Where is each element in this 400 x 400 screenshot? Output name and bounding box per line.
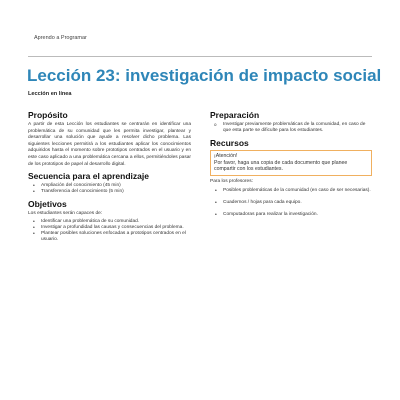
sequence-heading: Secuencia para el aprendizaje: [28, 171, 149, 182]
list-item: • Posibles problemáticas de la comunidad (en caso de ser necesarias).: [223, 188, 372, 194]
objectives-intro: Los estudiantes serán capaces de:: [28, 211, 103, 217]
list-item: • Computadoras para realizar la investigación.: [223, 212, 372, 218]
lesson-mode: Lección en línea: [28, 91, 72, 97]
list-item: • Investigar a profundidad las causas y consecuencias del problema.: [41, 225, 191, 231]
header-brand: Aprendo a Programar: [34, 35, 87, 41]
list-item: • Transferencia del conocimiento (5 min): [41, 189, 191, 195]
for-teachers-label: Para los profesores:: [210, 178, 253, 184]
resources-list: [210, 188, 372, 218]
objectives-list: [28, 219, 191, 243]
sequence-list: [28, 183, 191, 195]
purpose-heading: Propósito: [28, 110, 68, 120]
list-item: • Ampliación del conocimiento (45 min): [41, 183, 191, 189]
attention-notice: [210, 150, 372, 176]
purpose-text: A partir de esta Lección los estudiantes se centrarán en identificar una problemática de su comunidad que les permita investigar, plantear y desarrollar una solución que ayude a resolver dicho problema. Las siguientes lecciones permitirá a los estudiantes aplicar los conocimientos adquiridos hasta el momento sobre prototipos centrados en el usuario y en este caso aplicado a una problemática cercana a ellos, permitiéndoles pasar de los prototipos de papel al desarrollo digital.: [28, 122, 191, 167]
notice-title: ¡Atención!: [214, 153, 238, 159]
notice-text: Por favor, haga una copia de cada documento que planee compartir con los estudiantes.: [214, 159, 348, 173]
preparation-list: [210, 122, 372, 134]
list-item: • Identificar una problemática de su comunidad.: [41, 219, 191, 225]
right-column: [210, 110, 372, 224]
objectives-heading: Objetivos: [28, 199, 67, 210]
list-item: • Plantear posibles soluciones enfocadas a prototipos centrados en el usuario.: [41, 231, 191, 243]
page-title: Lección 23: investigación de impacto social: [27, 66, 382, 85]
preparation-heading: Preparación: [210, 110, 260, 120]
list-item: • Cuadernos / hojas para cada equipo.: [223, 200, 372, 206]
left-column: [28, 110, 191, 247]
list-item: o Investigar previamente problemáticas de la comunidad, en caso de que esta parte se dificulte para los estudiantes.: [223, 122, 372, 134]
header-divider: [28, 56, 372, 57]
resources-heading: Recursos: [210, 138, 249, 148]
